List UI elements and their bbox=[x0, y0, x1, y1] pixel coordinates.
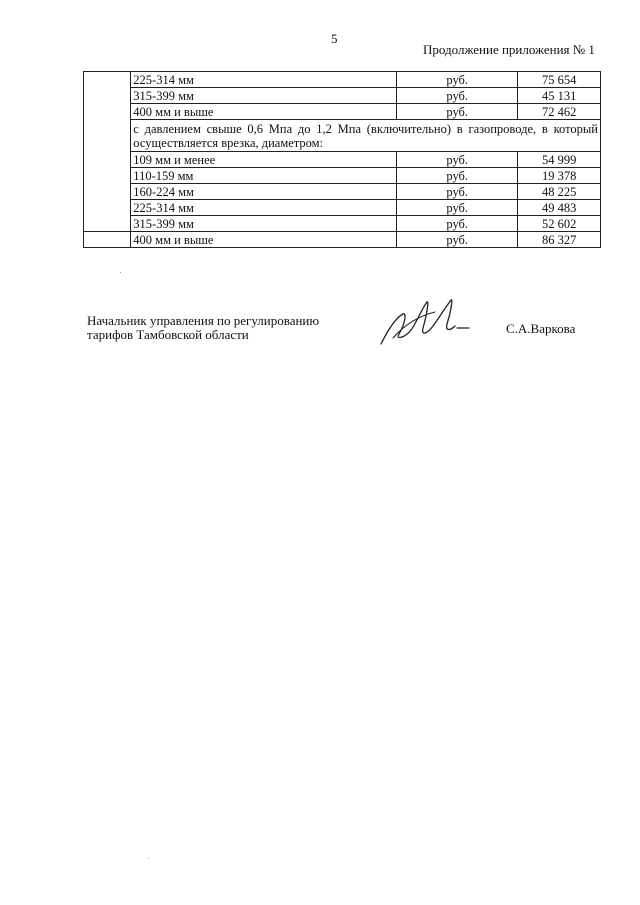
diameter-label: 225-314 мм bbox=[131, 72, 397, 88]
diameter-label: 160-224 мм bbox=[131, 184, 397, 200]
table-row bbox=[84, 120, 601, 152]
diameter-label: 110-159 мм bbox=[131, 168, 397, 184]
handwritten-signature bbox=[375, 294, 485, 352]
table-row bbox=[84, 216, 601, 232]
diameter-label: 315-399 мм bbox=[131, 216, 397, 232]
table-row bbox=[84, 184, 601, 200]
value-cell: 86 327 bbox=[518, 232, 601, 248]
value-cell: 19 378 bbox=[518, 168, 601, 184]
table-row bbox=[84, 104, 601, 120]
diameter-label: 109 мм и менее bbox=[131, 152, 397, 168]
table-row bbox=[84, 200, 601, 216]
table-row bbox=[84, 88, 601, 104]
table-row bbox=[84, 72, 601, 88]
value-cell: 48 225 bbox=[518, 184, 601, 200]
unit-cell: руб. bbox=[397, 184, 518, 200]
signatory-title-line2: тарифов Тамбовской области bbox=[87, 327, 249, 342]
table-row bbox=[84, 168, 601, 184]
diameter-label: 400 мм и выше bbox=[131, 104, 397, 120]
unit-cell: руб. bbox=[397, 152, 518, 168]
page-number: 5 bbox=[331, 31, 338, 46]
value-cell: 72 462 bbox=[518, 104, 601, 120]
diameter-label: 225-314 мм bbox=[131, 200, 397, 216]
blank-first-column bbox=[84, 72, 131, 232]
unit-cell: руб. bbox=[397, 104, 518, 120]
diameter-label: 400 мм и выше bbox=[131, 232, 397, 248]
tariff-table bbox=[83, 71, 601, 248]
unit-cell: руб. bbox=[397, 200, 518, 216]
signatory-name: С.А.Варкова bbox=[506, 321, 576, 336]
pressure-category-note: с давлением свыше 0,6 Мпа до 1,2 Мпа (включительно) в газопроводе, в который осуществляется врезка, диаметром: bbox=[131, 120, 601, 152]
signatory-title bbox=[87, 314, 319, 342]
table-row bbox=[84, 152, 601, 168]
value-cell: 75 654 bbox=[518, 72, 601, 88]
unit-cell: руб. bbox=[397, 72, 518, 88]
diameter-label: 315-399 мм bbox=[131, 88, 397, 104]
unit-cell: руб. bbox=[397, 232, 518, 248]
unit-cell: руб. bbox=[397, 216, 518, 232]
scan-speck bbox=[120, 272, 121, 273]
value-cell: 49 483 bbox=[518, 200, 601, 216]
unit-cell: руб. bbox=[397, 88, 518, 104]
continuation-header: Продолжение приложения № 1 bbox=[423, 42, 595, 57]
value-cell: 52 602 bbox=[518, 216, 601, 232]
blank-first-column bbox=[84, 232, 131, 248]
value-cell: 45 131 bbox=[518, 88, 601, 104]
signatory-title-line1: Начальник управления по регулированию bbox=[87, 313, 320, 328]
table-row bbox=[84, 232, 601, 248]
scan-speck bbox=[148, 858, 149, 859]
value-cell: 54 999 bbox=[518, 152, 601, 168]
unit-cell: руб. bbox=[397, 168, 518, 184]
